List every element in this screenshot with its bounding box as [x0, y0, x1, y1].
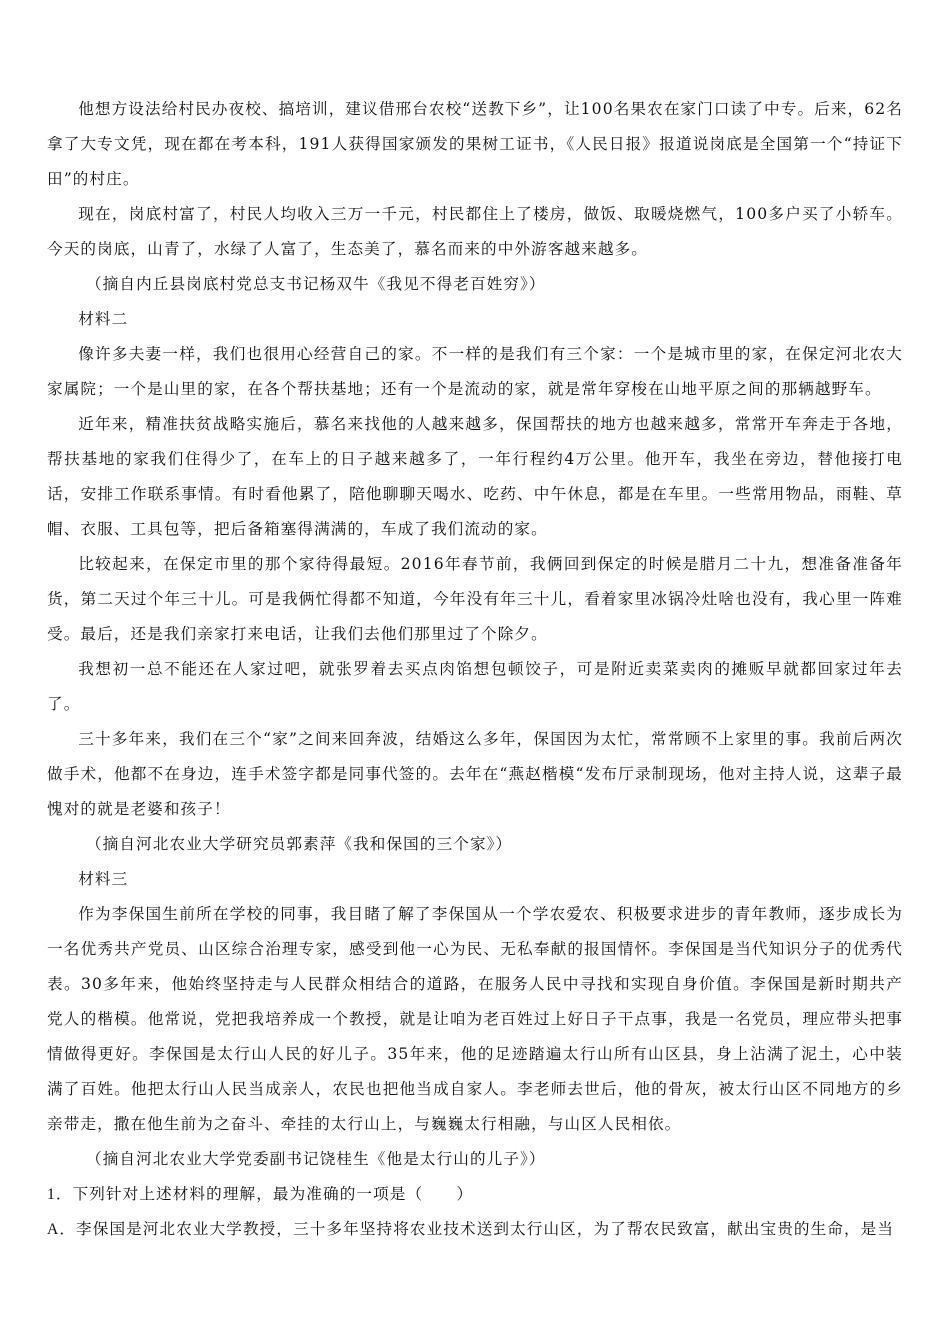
material-one-paragraph-1: 他想方设法给村民办夜校、搞培训，建议借邢台农校“送教下乡”，让100名果农在家门口读了中专。后来，62名拿了大专文凭，现在都在考本科，191人获得国家颁发的果树工证书，《人民日报》报道说岗底是全国第一个“持证下田”的村庄。 — [47, 100, 903, 188]
material-three-heading: 材料三 — [78, 870, 129, 888]
material-two-paragraph-5: 三十多年来，我们在三个“家”之间来回奔波，结婚这么多年，保国因为太忙，常常顾不上家里的事。我前后两次做手术，他都不在身边，连手术签字都是同事代签的。去年在“燕赵楷模“发布厅录制现场，他对主持人说，这辈子最愧对的就是老婆和孩子！ — [47, 730, 903, 818]
document-page — [47, 92, 903, 1247]
material-two-paragraph-1: 像许多夫妻一样，我们也很用心经营自己的家。不一样的是我们有三个家：一个是城市里的家，在保定河北农大家属院；一个是山里的家，在各个帮扶基地；还有一个是流动的家，就是常年穿梭在山地平原之间的那辆越野车。 — [47, 345, 903, 398]
material-two-paragraph-4: 我想初一总不能还在人家过吧，就张罗着去买点肉馅想包顿饺子，可是附近卖菜卖肉的摊贩早就都回家过年去了。 — [47, 660, 903, 713]
material-two-source: （摘自河北农业大学研究员郭素萍《我和保国的三个家》） — [86, 835, 513, 853]
question-option-a: A．李保国是河北农业大学教授，三十多年坚持将农业技术送到太行山区，为了帮农民致富，献出宝贵的生命，是当 — [47, 1221, 895, 1238]
material-three-source: （摘自河北农业大学党委副书记饶桂生《他是太行山的儿子》） — [86, 1150, 546, 1168]
material-two-paragraph-2: 近年来，精准扶贫战略实施后，慕名来找他的人越来越多，保国帮扶的地方也越来越多，常常开车奔走于各地，帮扶基地的家我们住得少了，在车上的日子越来越多了，一年行程约4万公里。他开车，我坐在旁边，替他接打电话，安排工作联系事情。有时看他累了，陪他聊聊天喝水、吃药、中午休息，都是在车里。一些常用物品，雨鞋、草帽、衣服、工具包等，把后备箱塞得满满的，车成了我们流动的家。 — [47, 415, 903, 538]
question-stem: 1．下列针对上述材料的理解，最为准确的一项是（ ） — [47, 1186, 474, 1203]
material-one-paragraph-2: 现在，岗底村富了，村民人均收入三万一千元，村民都住上了楼房，做饭、取暖烧燃气，100多户买了小轿车。今天的岗底，山青了，水绿了人富了，生态美了，慕名而来的中外游客越来越多。 — [47, 205, 903, 258]
material-one-source: （摘自内丘县岗底村党总支书记杨双牛《我见不得老百姓穷》） — [86, 275, 546, 293]
material-three-paragraph-1: 作为李保国生前所在学校的同事，我目睹了解了李保国从一个学农爱农、积极要求进步的青年教师，逐步成长为一名优秀共产党员、山区综合治理专家，感受到他一心为民、无私奉献的报国情怀。李保国是当代知识分子的优秀代表。30多年来，他始终坚持走与人民群众相结合的道路，在服务人民中寻找和实现自身价值。李保国是新时期共产党人的楷模。他常说，党把我培养成一个教授，就是让咱为老百姓过上好日子干点事，我是一名党员，理应带头把事情做得更好。李保国是太行山人民的好儿子。35年来，他的足迹踏遍太行山所有山区县，身上沾满了泥土，心中装满了百姓。他把太行山人民当成亲人，农民也把他当成自家人。李老师去世后，他的骨灰，被太行山区不同地方的乡亲带走，撒在他生前为之奋斗、牵挂的太行山上，与巍巍太行相融，与山区人民相依。 — [47, 905, 903, 1133]
material-two-paragraph-3: 比较起来，在保定市里的那个家待得最短。2016年春节前，我俩回到保定的时候是腊月二十九，想准备准备年货，第二天过个年三十儿。可是我俩忙得都不知道，今年没有年三十儿，看着家里冰锅冷灶啥也没有，我心里一阵难受。最后，还是我们亲家打来电话，让我们去他们那里过了个除夕。 — [47, 555, 903, 643]
material-two-heading: 材料二 — [78, 310, 129, 328]
